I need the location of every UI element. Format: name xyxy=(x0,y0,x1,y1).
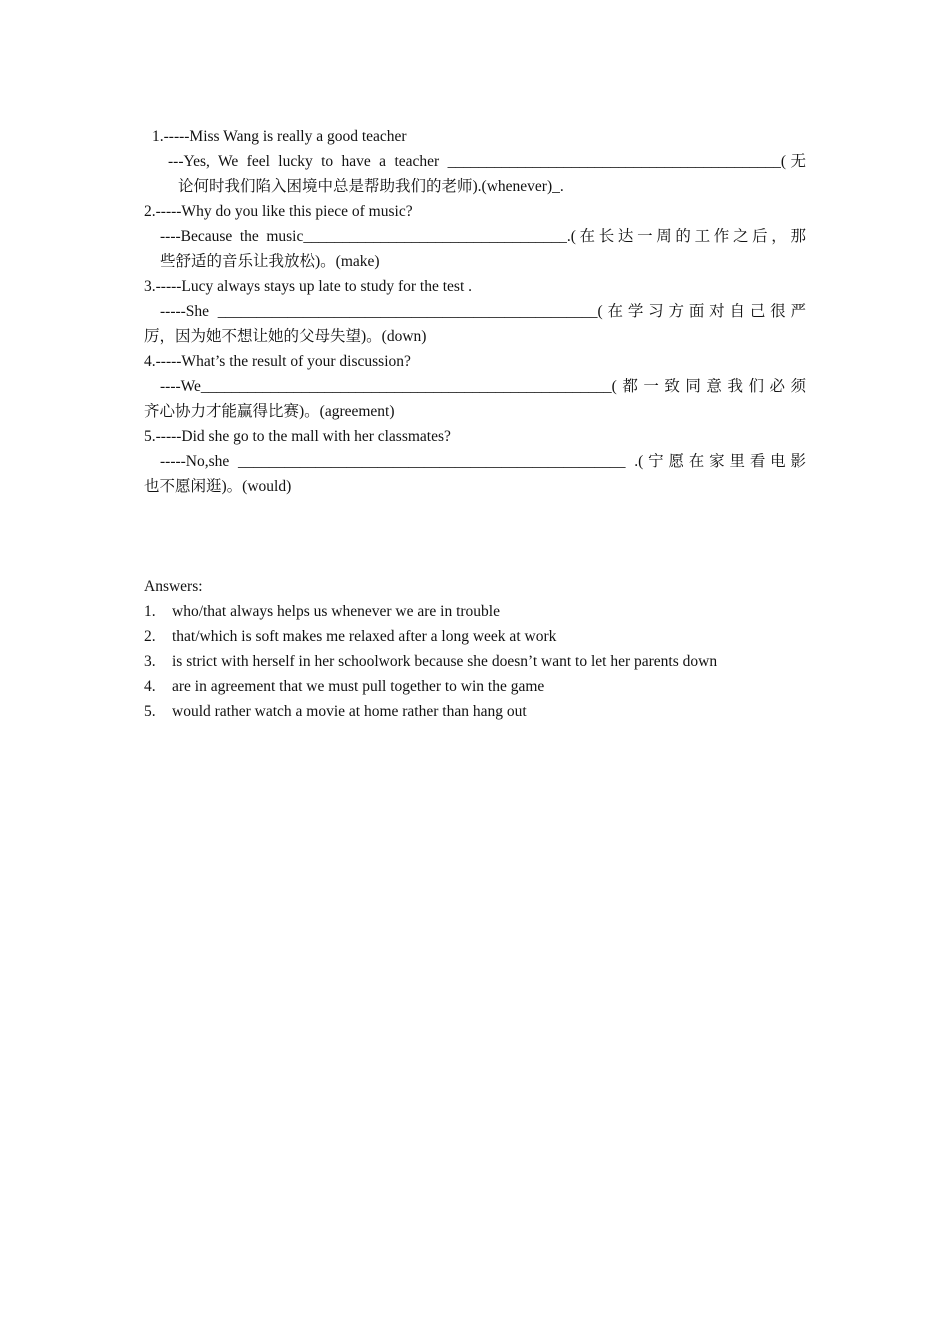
question-5-hint: 也不愿闲逛)。(would) xyxy=(144,478,292,495)
question-3-response: -----She _________________________________________________(在学习方面对自己很严 xyxy=(160,303,806,320)
question-4-hint: 齐心协力才能赢得比赛)。(agreement) xyxy=(144,403,395,420)
answer-number: 5. xyxy=(144,703,156,720)
document-page xyxy=(144,124,806,724)
question-2-hint: 些舒适的音乐让我放松)。(make) xyxy=(160,253,380,270)
question-3-hint: 厉，因为她不想让她的父母失望)。(down) xyxy=(144,328,427,345)
question-2-response: ----Because the music__________________________________.(在长达一周的工作之后，那 xyxy=(160,228,806,245)
question-3-prompt: 3.-----Lucy always stays up late to study for the test . xyxy=(144,278,472,295)
section-spacer xyxy=(144,499,806,574)
answer-item xyxy=(144,624,806,649)
answer-text: are in agreement that we must pull together to win the game xyxy=(172,678,545,695)
answers-heading: Answers: xyxy=(144,578,203,595)
answer-text: that/which is soft makes me relaxed after a long week at work xyxy=(172,628,557,645)
answer-number: 3. xyxy=(144,653,156,670)
answer-number: 2. xyxy=(144,628,156,645)
question-1-hint: 论何时我们陷入困境中总是帮助我们的老师).(whenever)_. xyxy=(178,178,564,195)
question-1-response: ---Yes, We feel lucky to have a teacher ___________________________________________(无 xyxy=(168,153,806,170)
question-4-response: ----We_____________________________________________________(都一致同意我们必须 xyxy=(160,378,806,395)
answer-text: who/that always helps us whenever we are in trouble xyxy=(172,603,500,620)
answer-item xyxy=(144,699,806,724)
question-5-prompt: 5.-----Did she go to the mall with her classmates? xyxy=(144,428,451,445)
question-2-prompt: 2.-----Why do you like this piece of music? xyxy=(144,203,413,220)
answer-item xyxy=(144,674,806,699)
question-4-prompt: 4.-----What’s the result of your discussion? xyxy=(144,353,411,370)
answer-item xyxy=(144,599,806,624)
question-1-prompt: 1.-----Miss Wang is really a good teacher xyxy=(152,128,407,145)
answer-item xyxy=(144,649,806,674)
answer-text: is strict with herself in her schoolwork because she doesn’t want to let her parents down xyxy=(172,653,718,670)
answer-number: 4. xyxy=(144,678,156,695)
answer-text: would rather watch a movie at home rather than hang out xyxy=(172,703,527,720)
question-5-response: -----No,she __________________________________________________ .(宁愿在家里看电影 xyxy=(160,453,806,470)
answer-number: 1. xyxy=(144,603,156,620)
